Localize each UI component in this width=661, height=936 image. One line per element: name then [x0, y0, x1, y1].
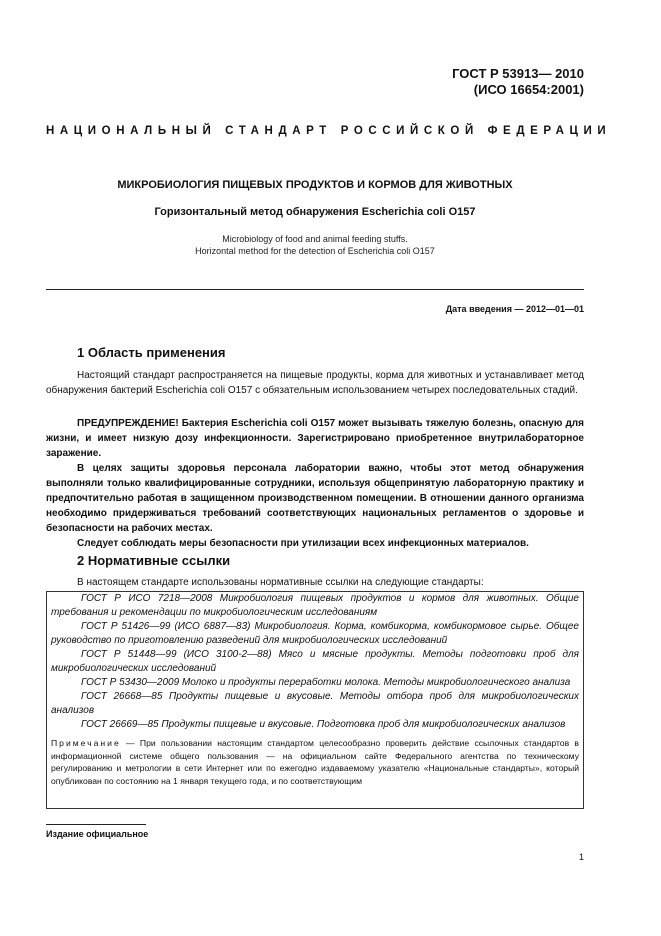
- section-2-intro: [46, 575, 584, 590]
- national-standard-banner: НАЦИОНАЛЬНЫЙ СТАНДАРТ РОССИЙСКОЙ ФЕДЕРАЦИИ: [46, 125, 612, 137]
- reference-item: ГОСТ 26669—85 Продукты пищевые и вкусовые. Подготовка проб для микробиологических анализов: [81, 719, 566, 730]
- references-intro: В настоящем стандарте использованы нормативные ссылки на следующие стандарты:: [77, 577, 484, 588]
- section-1-heading: 1 Область применения: [77, 345, 226, 360]
- warning-block: [46, 416, 584, 551]
- document-title: МИКРОБИОЛОГИЯ ПИЩЕВЫХ ПРОДУКТОВ И КОРМОВ ДЛЯ ЖИВОТНЫХ: [117, 179, 513, 191]
- reference-item: ГОСТ Р 51426—99 (ИСО 6887—83) Микробиология. Корма, комбикорма, комбикормовое сырье. Общее руководство по приготовлению разведений для микробиологических исследований: [51, 621, 579, 646]
- page-number: 1: [578, 852, 584, 862]
- official-edition-label: Издание официальное: [46, 829, 149, 839]
- iso-code: (ИСО 16654:2001): [473, 82, 584, 97]
- reference-item: ГОСТ 26668—85 Продукты пищевые и вкусовые. Методы отбора проб для микробиологических анализов: [51, 691, 579, 716]
- reference-item: ГОСТ Р 53430—2009 Молоко и продукты переработки молока. Методы микробиологического анализа: [81, 677, 571, 688]
- english-title-line-1: Microbiology of food and animal feeding stuffs.: [222, 234, 408, 244]
- disposal-paragraph: Следует соблюдать меры безопасности при утилизации всех инфекционных материалов.: [77, 538, 529, 549]
- standard-code-block: [452, 66, 584, 98]
- safety-paragraph: В целях защиты здоровья персонала лаборатории важно, чтобы этот метод обнаружения выполняли только квалифицированные сотрудники, используя общепринятую лабораторную практику и предпочтительно работая в защищенном производственном помещении. В отношении данного организма необходимо придерживаться требований соответствующих национальных регламентов о здоровье и безопасности на рабочих местах.: [46, 463, 584, 534]
- section-1-body: [46, 368, 584, 398]
- english-title-line-2: Horizontal method for the detection of Escherichia coli O157: [195, 246, 435, 256]
- references-note: [47, 732, 583, 787]
- scope-paragraph: Настоящий стандарт распространяется на пищевые продукты, корма для животных и устанавливает метод обнаружения бактерий Escherichia coli O157 с обязательным использованием четырех последовательных стадий.: [46, 370, 584, 396]
- standard-code: ГОСТ Р 53913— 2010: [452, 66, 584, 81]
- reference-item: ГОСТ Р 51448—99 (ИСО 3100-2—88) Мясо и мясные продукты. Методы подготовки проб для микробиологических исследований: [51, 649, 579, 674]
- reference-item: ГОСТ Р ИСО 7218—2008 Микробиология пищевых продуктов и кормов для животных. Общие требования и рекомендации по микробиологическим исследованиям: [51, 593, 579, 618]
- note-label: Примечание: [51, 738, 121, 748]
- footer-divider: [46, 824, 146, 825]
- english-title: [46, 233, 584, 257]
- introduction-date: Дата введения — 2012—01—01: [445, 304, 584, 314]
- note-text: — При пользовании настоящим стандартом целесообразно проверить действие ссылочных стандартов в информационной системе общего пользования — на официальном сайте Федерального агентства по техническому регулированию и метрологии в сети Интернет или по ежегодно издаваемому указателю «Национальные стандарты», который опубликован по состоянию на 1 января текущего года, и по соответствующим: [51, 738, 579, 786]
- references-box: [46, 591, 584, 809]
- document-subtitle: Горизонтальный метод обнаружения Escherichia coli O157: [154, 206, 476, 218]
- reference-list: [47, 592, 583, 732]
- section-2-heading: 2 Нормативные ссылки: [77, 553, 231, 568]
- warning-paragraph: ПРЕДУПРЕЖДЕНИЕ! Бактерия Escherichia coli O157 может вызывать тяжелую болезнь, опасную для жизни, и имеет низкую дозу инфекционности. Зарегистрировано приобретенное внутрилабораторное заражение.: [46, 418, 584, 459]
- title-divider: [46, 289, 584, 290]
